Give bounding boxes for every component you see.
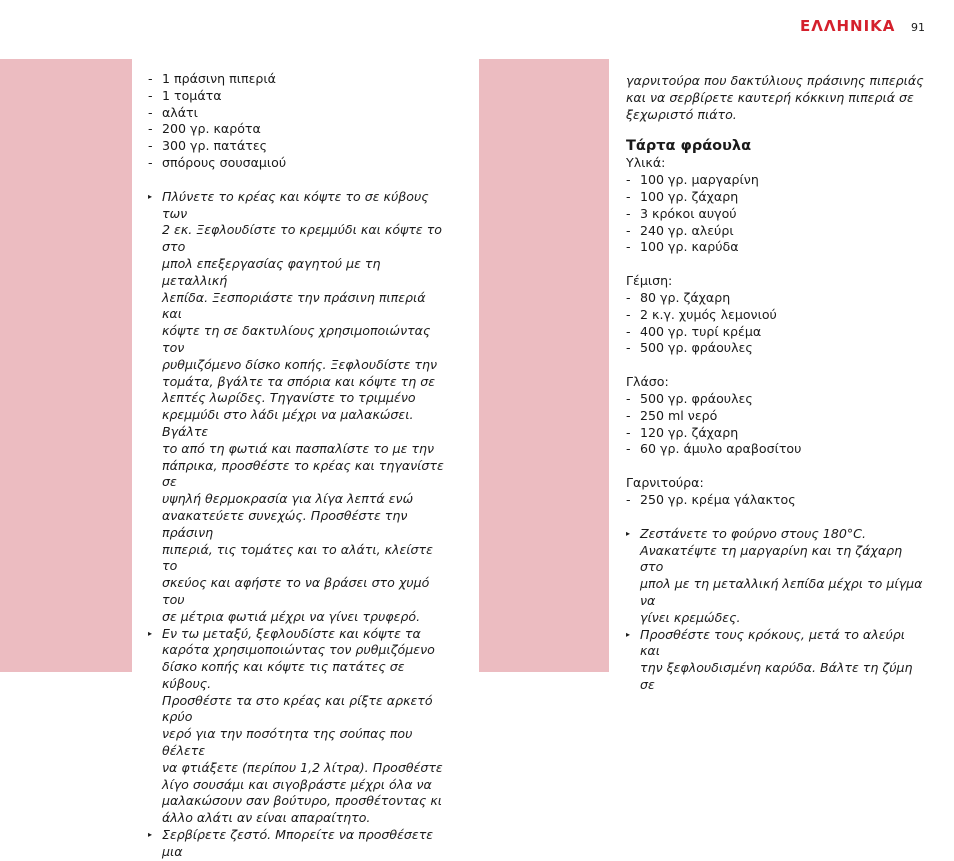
step-line: Πλύνετε το κρέας και κόψτε το σε κύβους των bbox=[162, 188, 429, 221]
step-line: πάπρικα, προσθέστε το κρέας και τηγανίστε σε bbox=[162, 457, 444, 490]
step-line: μαλακώσουν σαν βούτυρο, προσθέτοντας κι bbox=[162, 793, 443, 809]
list-dash: - bbox=[626, 306, 631, 322]
spacer bbox=[148, 172, 448, 189]
ingredient-text: 200 γρ. καρότα bbox=[162, 121, 261, 137]
ingredient-item bbox=[626, 189, 926, 206]
ingredient-item bbox=[148, 138, 448, 155]
left-column bbox=[148, 71, 448, 861]
list-dash: - bbox=[626, 289, 631, 305]
bullet-arrow-icon: ▸ bbox=[148, 628, 153, 638]
list-dash: - bbox=[626, 441, 631, 457]
ingredient-item bbox=[626, 307, 926, 324]
step-line: τομάτα, βγάλτε τα σπόρια και κόψτε τη σε bbox=[162, 373, 436, 389]
instruction-step bbox=[626, 526, 926, 627]
step-line: Προσθέστε τα στο κρέας και ρίξτε αρκετό κρύο bbox=[162, 692, 433, 725]
ingredient-text: 3 κρόκοι αυγού bbox=[640, 205, 737, 221]
ingredient-text: 300 γρ. πατάτες bbox=[162, 138, 268, 154]
continued-line: και να σερβίρετε καυτερή κόκκινη πιπεριά σε bbox=[626, 89, 914, 105]
bullet-arrow-icon: ▸ bbox=[148, 830, 153, 840]
step-line: Προσθέστε τους κρόκους, μετά το αλεύρι και bbox=[640, 626, 906, 659]
step-line: το από τη φωτιά και πασπαλίστε το με την bbox=[162, 440, 434, 456]
ingredient-item bbox=[148, 105, 448, 122]
list-dash: - bbox=[148, 154, 153, 170]
bullet-arrow-icon: ▸ bbox=[626, 528, 631, 538]
bullet-arrow-icon: ▸ bbox=[626, 629, 631, 639]
instruction-step bbox=[148, 189, 448, 626]
ingredient-text: 100 γρ. μαργαρίνη bbox=[640, 172, 759, 188]
section-heading: Γαρνιτούρα: bbox=[626, 475, 704, 491]
ingredient-item bbox=[626, 290, 926, 307]
ingredient-text: 80 γρ. ζάχαρη bbox=[640, 289, 731, 305]
step-line: 2 εκ. Ξεφλουδίστε το κρεμμύδι και κόψτε το στο bbox=[162, 222, 443, 255]
list-dash: - bbox=[626, 205, 631, 221]
step-line: την ξεφλουδισμένη καρύδα. Βάλτε τη ζύμη σε bbox=[640, 660, 913, 692]
recipe-title: Τάρτα φράουλα bbox=[626, 138, 752, 155]
step-line: μπολ επεξεργασίας φαγητού με τη μεταλλική bbox=[162, 255, 381, 288]
step-line: υψηλή θερμοκρασία για λίγα λεπτά ενώ bbox=[162, 491, 414, 507]
ingredient-text: 1 πράσινη πιπεριά bbox=[162, 71, 276, 86]
ingredient-item bbox=[626, 441, 926, 458]
ingredient-text: 1 τομάτα bbox=[162, 87, 222, 103]
ingredient-text: 500 γρ. φράουλες bbox=[640, 390, 753, 406]
page-number: 91 bbox=[911, 21, 925, 34]
list-dash: - bbox=[626, 172, 631, 188]
section-heading: Γλάσο: bbox=[626, 374, 669, 390]
list-dash: - bbox=[148, 87, 153, 103]
step-line: λεπτές λωρίδες. Τηγανίστε το τριμμένο bbox=[162, 390, 416, 406]
continued-line: γαρνιτούρα που δακτύλιους πράσινης πιπεριάς bbox=[626, 73, 924, 88]
list-dash: - bbox=[148, 121, 153, 137]
ingredient-text: 250 γρ. κρέμα γάλακτος bbox=[640, 491, 796, 507]
left-margin-band bbox=[0, 59, 132, 672]
ingredient-text: 100 γρ. ζάχαρη bbox=[640, 188, 739, 204]
step-line: να φτιάξετε (περίπου 1,2 λίτρα). Προσθέστε bbox=[162, 759, 443, 775]
spacer bbox=[626, 256, 926, 273]
list-dash: - bbox=[148, 71, 153, 86]
center-margin-band bbox=[479, 59, 609, 672]
spacer-small bbox=[626, 123, 926, 131]
instruction-step bbox=[148, 626, 448, 828]
step-line: μπολ με τη μεταλλική λεπίδα μέχρι το μίγμα να bbox=[640, 576, 923, 608]
ingredient-text: 2 κ.γ. χυμός λεμονιού bbox=[640, 306, 777, 322]
list-dash: - bbox=[148, 104, 153, 120]
step-line: άλλο αλάτι αν είναι απαραίτητο. bbox=[162, 810, 371, 826]
ingredient-item bbox=[626, 206, 926, 223]
step-line: ανακατεύετε συνεχώς. Προσθέστε την πράσινη bbox=[162, 507, 408, 540]
spacer bbox=[626, 357, 926, 374]
ingredient-text: σπόρους σουσαμιού bbox=[162, 154, 287, 170]
step-line: δίσκο κοπής και κόψτε τις πατάτες σε κύβους. bbox=[162, 659, 405, 691]
ingredient-item bbox=[626, 425, 926, 442]
list-dash: - bbox=[626, 491, 631, 507]
step-line: νερό για την ποσότητα της σούπας που θέλετε bbox=[162, 726, 413, 759]
step-line: λεπίδα. Ξεσποριάστε την πράσινη πιπεριά και bbox=[162, 289, 426, 322]
ingredient-text: 60 γρ. άμυλο αραβοσίτου bbox=[640, 441, 802, 457]
step-line: γίνει κρεμώδες. bbox=[640, 609, 741, 625]
ingredient-text: αλάτι bbox=[162, 104, 198, 120]
ingredient-item bbox=[626, 391, 926, 408]
step-line: ρυθμιζόμενο δίσκο κοπής. Ξεφλουδίστε την bbox=[162, 356, 438, 372]
instruction-step bbox=[626, 627, 926, 694]
ingredient-item bbox=[626, 340, 926, 357]
ingredient-item bbox=[148, 121, 448, 138]
ingredient-item bbox=[626, 239, 926, 256]
step-line: κόψτε τη σε δακτυλίους χρησιμοποιώντας τον bbox=[162, 323, 431, 355]
step-line: σε μέτρια φωτιά μέχρι να γίνει τρυφερό. bbox=[162, 608, 421, 624]
spacer bbox=[626, 458, 926, 475]
list-dash: - bbox=[626, 188, 631, 204]
ingredient-item bbox=[626, 408, 926, 425]
step-line: Σερβίρετε ζεστό. Μπορείτε να προσθέσετε μια bbox=[162, 827, 434, 859]
step-line: κρεμμύδι στο λάδι μέχρι να μαλακώσει. Βγάλτε bbox=[162, 407, 414, 439]
ingredient-text: 240 γρ. αλεύρι bbox=[640, 222, 734, 238]
right-column bbox=[626, 73, 926, 694]
step-line: λίγο σουσάμι και σιγοβράστε μέχρι όλα να bbox=[162, 776, 432, 792]
step-line: πιπεριά, τις τομάτες και το αλάτι, κλείστε το bbox=[162, 541, 433, 574]
list-dash: - bbox=[626, 424, 631, 440]
list-dash: - bbox=[626, 222, 631, 238]
ingredient-item bbox=[626, 492, 926, 509]
language-heading: ΕΛΛΗΝΙΚΑ bbox=[800, 17, 896, 35]
list-dash: - bbox=[148, 138, 153, 154]
list-dash: - bbox=[626, 340, 631, 356]
list-dash: - bbox=[626, 407, 631, 423]
bullet-arrow-icon: ▸ bbox=[148, 191, 153, 201]
ingredient-item bbox=[148, 88, 448, 105]
ingredient-item bbox=[148, 155, 448, 172]
list-dash: - bbox=[626, 390, 631, 406]
step-line: Ανακατέψτε τη μαργαρίνη και τη ζάχαρη στο bbox=[640, 542, 903, 575]
ingredient-item bbox=[148, 71, 448, 88]
ingredient-text: 120 γρ. ζάχαρη bbox=[640, 424, 739, 440]
ingredient-item bbox=[626, 223, 926, 240]
list-dash: - bbox=[626, 239, 631, 255]
spacer bbox=[626, 509, 926, 526]
continued-line: ξεχωριστό πιάτο. bbox=[626, 106, 737, 122]
ingredient-item bbox=[626, 324, 926, 341]
step-line: καρότα χρησιμοποιώντας τον ρυθμιζόμενο bbox=[162, 642, 435, 658]
list-dash: - bbox=[626, 323, 631, 339]
ingredient-item bbox=[626, 172, 926, 189]
step-line: Ζεστάνετε το φούρνο στους 180°C. bbox=[640, 525, 866, 541]
step-line: σκεύος και αφήστε το να βράσει στο χυμό του bbox=[162, 575, 430, 607]
ingredient-text: 400 γρ. τυρί κρέμα bbox=[640, 323, 762, 339]
ingredient-text: 250 ml νερό bbox=[640, 407, 718, 423]
section-heading: Γέμιση: bbox=[626, 273, 673, 289]
ingredient-text: 500 γρ. φράουλες bbox=[640, 340, 753, 356]
section-heading: Υλικά: bbox=[626, 155, 666, 171]
instruction-step bbox=[148, 827, 448, 861]
step-line: Εν τω μεταξύ, ξεφλουδίστε και κόψτε τα bbox=[162, 625, 421, 641]
ingredient-text: 100 γρ. καρύδα bbox=[640, 239, 739, 255]
